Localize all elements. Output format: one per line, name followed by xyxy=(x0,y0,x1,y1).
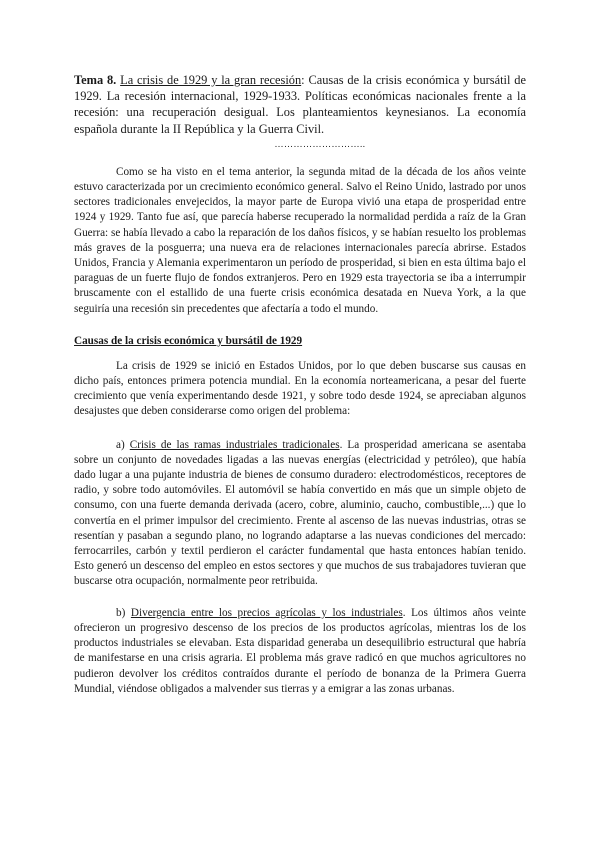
item-marker: b) xyxy=(116,606,126,619)
item-marker: a) xyxy=(116,438,125,451)
list-item xyxy=(74,438,526,590)
item-text: . Los últimos años veinte ofrecieron un progresivo descenso de los precios de los productos agrícolas, mientras los de los productos industriales se elevaban. Esta disparidad generaba un desequilibrio estructural que habría de manifestarse en una crisis agraria. El problema más grave radicó en que muchos agricultores no pudieron devolver los créditos contraídos durante el período de bonanza de la Primera Guerra Mundial, viéndose obligados a malvender sus tierras y a emigrar a las zonas urbanas. xyxy=(74,606,526,695)
item-title: Divergencia entre los precios agrícolas y los industriales xyxy=(130,606,403,619)
item-title: Crisis de las ramas industriales tradicionales xyxy=(129,438,340,451)
section-paragraph: La crisis de 1929 se inició en Estados Unidos, por lo que deben buscarse sus causas en dicho país, entonces primera potencia mundial. En la economía norteamericana, a pesar del fuerte crecimiento que venía experimentando desde 1921, y sobre todo desde 1924, se apreciaban algunos desajustes que deben considerarse como origen del problema: xyxy=(74,359,526,418)
topic-heading xyxy=(74,72,526,137)
item-text: . La prosperidad americana se asentaba sobre un conjunto de novedades ligadas a las nuevas energías (electricidad y petróleo), que había dado lugar a una pujante industria de bienes de consumo duradero: electrodomésticos, receptores de radio, y sobre todo automóviles. El automóvil se había convertido en más que un simple objeto de consumo, con una fuerte demanda derivada (acero, cobre, aluminio, caucho, combustible,...) que lo convertía en el primer impulsor del crecimiento. Frente al ascenso de las nuevas industrias, otras se resentían y pasaban a segundo plano, no logrando adaptarse a las nuevas condiciones del mercado: ferrocarriles, carbón y textil perdieron el carácter fundamental que hasta entonces habían tenido. Esto generó un descenso del empleo en estos sectores y que muchos de sus trabajadores tuvieran que buscarse otra ocupación, normalmente peor retribuida. xyxy=(74,438,527,588)
topic-subtitle: : Causas de la crisis económica y bursátil de 1929. La recesión internacional, 1929-1933. Políticas económicas nacionales frente a la recesión: una recuperación desigual. Los planteamientos keynesianos. La economía española durante la II República y la Guerra Civil. xyxy=(74,73,526,136)
list-item xyxy=(74,606,526,697)
intro-paragraph: Como se ha visto en el tema anterior, la segunda mitad de la década de los años veinte estuvo caracterizada por un crecimiento económico general. Salvo el Reino Unido, lastrado por unos sectores tradicionales envejecidos, la mayor parte de Europa vivió una etapa de prosperidad entre 1924 y 1929. Tanto fue así, que parecía haberse recuperado la normalidad perdida a raíz de la Gran Guerra: se había llevado a cabo la reparación de los daños físicos, y se habían resuelto los problemas más graves de la posguerra; una nueva era de relaciones internacionales parecía abrirse. Estados Unidos, Francia y Alemania experimentaron un período de prosperidad, si bien en esta última bajo el paraguas de un fuerte flujo de fondos extranjeros. Pero en 1929 esta trayectoria se iba a interrumpir bruscamente con el estallido de una fuerte crisis económica desatada en Nueva York, a la que seguiría una recesión sin precedentes que afectaría a todo el mundo. xyxy=(74,165,526,315)
topic-label: Tema 8. xyxy=(74,73,117,87)
section-heading: Causas de la crisis económica y bursátil de 1929 xyxy=(74,334,303,347)
separator-dots: ……………………….. xyxy=(274,138,366,149)
topic-title: La crisis de 1929 y la gran recesión xyxy=(120,73,302,87)
